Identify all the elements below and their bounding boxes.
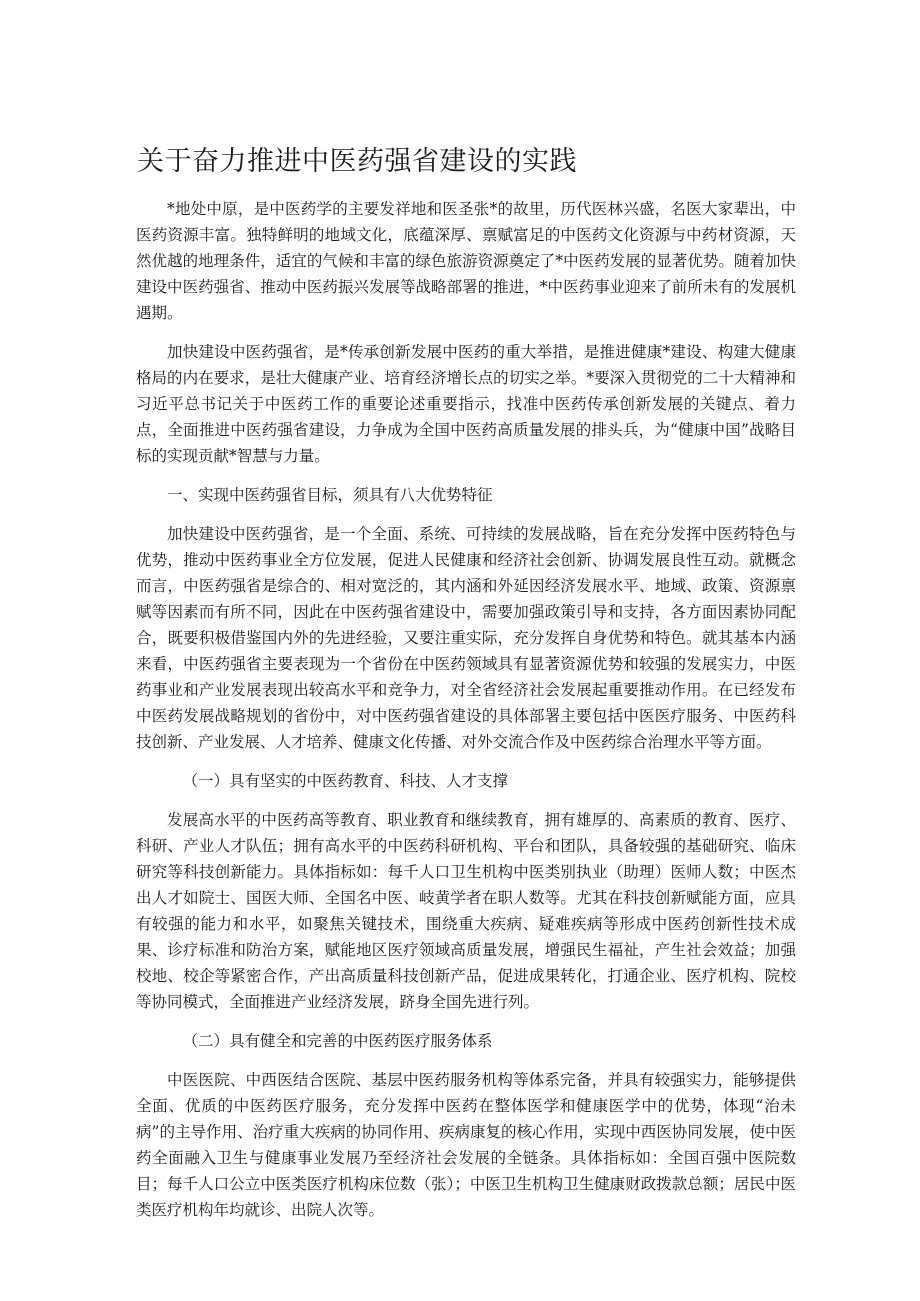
document-title: 关于奋力推进中医药强省建设的实践 [137, 146, 577, 177]
subheading-1: （一）具有坚实的中医药教育、科技、人才支撑 [182, 772, 509, 790]
document-body [136, 196, 796, 1236]
paragraph-subsection-2: 中医医院、中西医结合医院、基层中医药服务机构等体系完备，并具有较强实力，能够提供全面、优质的中医药医疗服务，充分发挥中医药在整体医学和健康医学中的优势，体现“治未病”的主导作用、治疗重大疾病的协同作用、疾病康复的核心作用，实现中西医协同发展，使中医药全面融入卫生与健康事业发展乃至经济社会发展的全链条。具体指标如：全国百强中医院数目；每千人口公立中医类医疗机构床位数（张）；中医卫生机构卫生健康财政拨款总额；居民中医类医疗机构年均就诊、出院人次等。 [136, 1071, 796, 1219]
section-heading-1: 一、实现中医药强省目标，须具有八大优势特征 [167, 486, 493, 504]
paragraph-subsection-1: 发展高水平的中医药高等教育、职业教育和继续教育，拥有雄厚的、高素质的教育、医疗、科研、产业人才队伍；拥有高水平的中医药科研机构、平台和团队，具备较强的基础研究、临床研究等科技创新能力。具体指标如：每千人口卫生机构中医类别执业（助理）医师人数；中医杰出人才如院士、国医大师、全国名中医、岐黄学者在职人数等。尤其在科技创新赋能方面，应具有较强的能力和水平，如聚焦关键技术，围绕重大疾病、疑难疾病等形成中医药创新性技术成果、诊疗标准和防治方案，赋能地区医疗领域高质量发展，增强民生福祉，产生社会效益；加强校地、校企等紧密合作，产出高质量科技创新产品，促进成果转化，打通企业、医疗机构、院校等协同模式，全面推进产业经济发展，跻身全国先进行列。 [136, 811, 796, 1011]
subheading-2: （二）具有健全和完善的中医药医疗服务体系 [182, 1032, 493, 1050]
paragraph-significance: 加快建设中医药强省，是*传承创新发展中医药的重大举措，是推进健康*建设、构建大健康格局的内在要求，是壮大健康产业、培育经济增长点的切实之举。*要深入贯彻党的二十大精神和习近平总书记关于中医药工作的重要论述重要指示，找准中医药传承创新发展的关键点、着力点，全面推进中医药强省建设，力争成为全国中医药高质量发展的排头兵，为“健康中国”战略目标的实现贡献*智慧与力量。 [136, 343, 796, 465]
paragraph-intro: *地处中原，是中医药学的主要发祥地和医圣张*的故里，历代医林兴盛，名医大家辈出，中医药资源丰富。独特鲜明的地域文化，底蕴深厚、禀赋富足的中医药文化资源与中药材资源，天然优越的地理条件，适宜的气候和丰富的绿色旅游资源奠定了*中医药发展的显著优势。随着加快建设中医药强省、推动中医药振兴发展等战略部署的推进，*中医药事业迎来了前所未有的发展机遇期。 [136, 200, 796, 322]
paragraph-section-1: 加快建设中医药强省，是一个全面、系统、可持续的发展战略，旨在充分发挥中医药特色与优势，推动中医药事业全方位发展，促进人民健康和经济社会创新、协调发展良性互动。就概念而言，中医药强省是综合的、相对宽泛的，其内涵和外延因经济发展水平、地域、政策、资源禀赋等因素而有所不同，因此在中医药强省建设中，需要加强政策引导和支持，各方面因素协同配合，既要积极借鉴国内外的先进经验，又要注重实际，充分发挥自身优势和特色。就其基本内涵来看，中医药强省主要表现为一个省份在中医药领域具有显著资源优势和较强的发展实力，中医药事业和产业发展表现出较高水平和竞争力，对全省经济社会发展起重要推动作用。在已经发布中医药发展战略规划的省份中，对中医药强省建设的具体部署主要包括中医医疗服务、中医药科技创新、产业发展、人才培养、健康文化传播、对外交流合作及中医药综合治理水平等方面。 [136, 525, 796, 751]
